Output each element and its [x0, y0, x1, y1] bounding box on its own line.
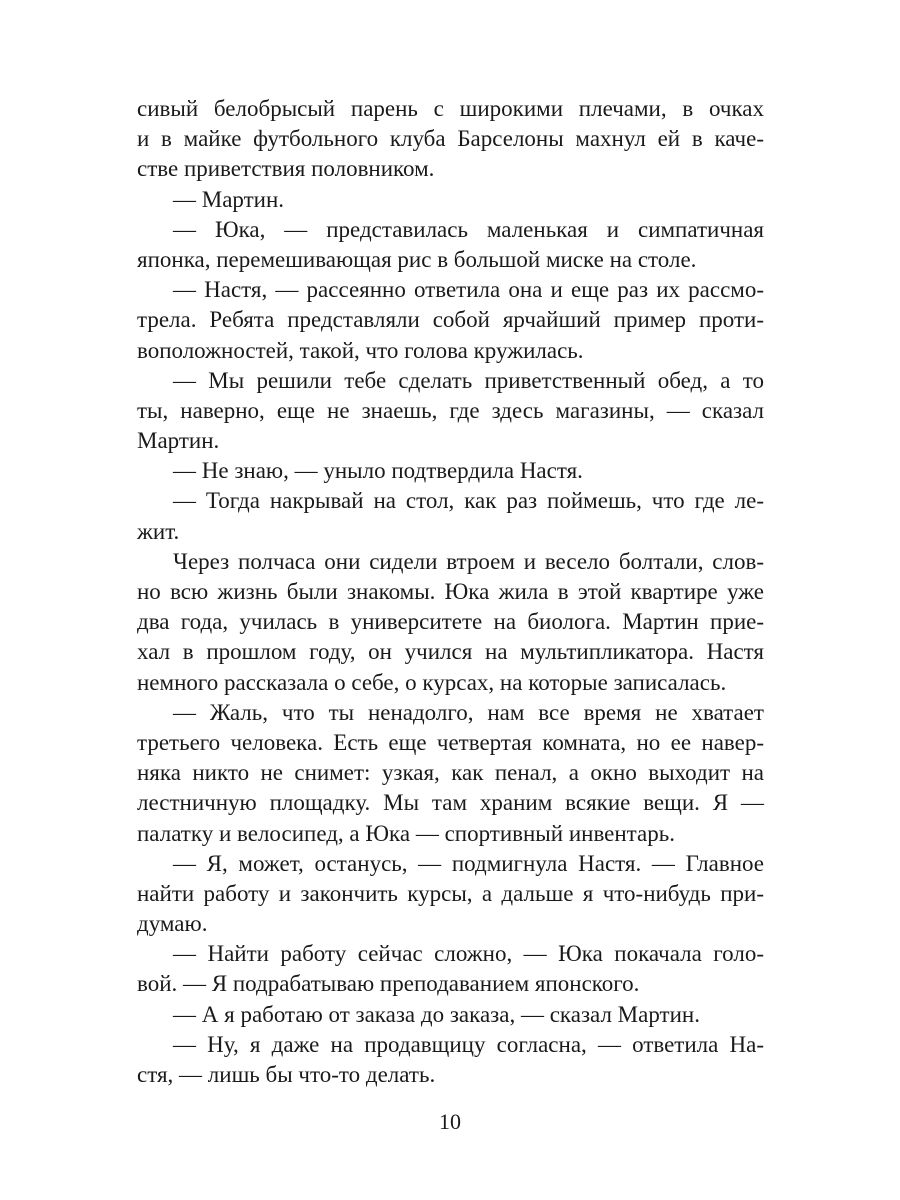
text-line: Мартин. — [137, 428, 220, 454]
text-line: — Настя, — рассеянно ответила она и еще раз их рассмо- — [173, 277, 764, 303]
text-line: воположностей, такой, что голова кружилась. — [137, 337, 584, 363]
text-line: трела. Ребята представляли собой ярчайший пример проти- — [137, 307, 764, 333]
text-line: стве приветствия половником. — [137, 156, 435, 182]
text-line: лестничную площадку. Мы там храним всякие вещи. Я — — [137, 790, 764, 816]
text-line: — Найти работу сейчас сложно, — Юка покачала голо- — [173, 941, 764, 967]
text-line: японка, перемешивающая рис в большой миске на столе. — [137, 246, 697, 272]
text-line: найти работу и закончить курсы, а дальше я что-нибудь при- — [137, 880, 764, 906]
text-line: — Мартин. — [173, 186, 285, 212]
text-line: — Мы решили тебе сделать приветственный обед, а то — [173, 367, 764, 393]
body-text — [137, 94, 764, 1090]
text-line: — Юка, — представилась маленькая и симпатичная — [173, 216, 764, 242]
text-line: третьего человека. Есть еще четвертая комната, но ее навер- — [137, 729, 764, 755]
text-line: — Тогда накрывай на стол, как раз поймешь, что где ле- — [173, 488, 764, 514]
text-line: но всю жизнь были знакомы. Юка жила в этой квартире уже — [137, 579, 764, 604]
text-line: — Не знаю, — уныло подтвердила Настя. — [173, 458, 583, 484]
text-line: Через полчаса они сидели втроем и весело болтали, слов- — [173, 548, 764, 574]
text-line: палатку и велосипед, а Юка — спортивный инвентарь. — [137, 820, 675, 846]
text-line: немного рассказала о себе, о курсах, на которые записалась. — [137, 669, 727, 695]
text-line: хал в прошлом году, он учился на мультипликатора. Настя — [137, 639, 764, 665]
text-line: — Жаль, что ты ненадолго, нам все время не хватает — [173, 699, 764, 725]
text-line: — Я, может, останусь, — подмигнула Настя. — Главное — [173, 850, 764, 876]
text-line: — А я работаю от заказа до заказа, — сказал Мартин. — [173, 1001, 700, 1027]
text-line: жит. — [137, 518, 180, 544]
page-number: 10 — [439, 1109, 461, 1134]
text-line: сивый белобрысый парень с широкими плечами, в очках — [137, 96, 764, 121]
text-line: — Ну, я даже на продавщицу согласна, — ответила На- — [173, 1031, 764, 1057]
text-line: вой. — Я подрабатываю преподаванием японского. — [137, 971, 640, 997]
text-line: и в майке футбольного клуба Барселоны махнул ей в каче- — [137, 126, 764, 152]
text-line: два года, училась в университете на биолога. Мартин прие- — [137, 609, 764, 635]
text-line: думаю. — [137, 911, 208, 937]
text-line: стя, — лишь бы что-то делать. — [137, 1062, 436, 1087]
text-line: ты, наверно, еще не знаешь, где здесь магазины, — сказал — [137, 397, 764, 423]
text-line: няка никто не снимет: узкая, как пенал, а окно выходит на — [137, 760, 764, 786]
